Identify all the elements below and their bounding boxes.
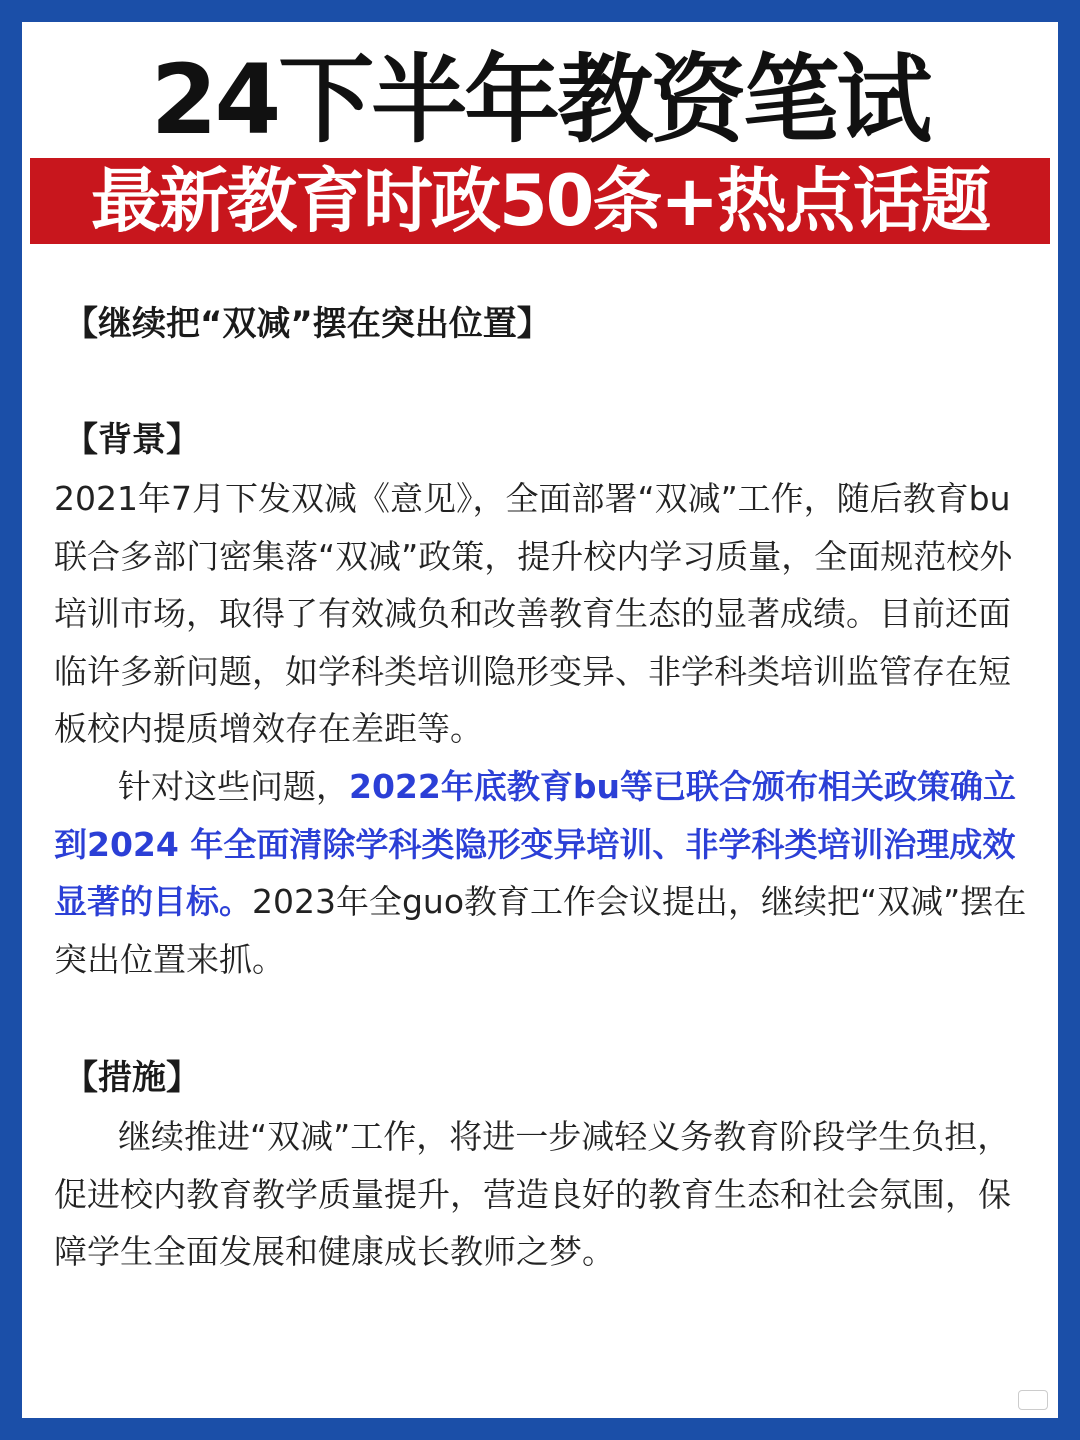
page-title: 24下半年教资笔试 (150, 44, 930, 156)
watermark-logo (1018, 1390, 1048, 1410)
measures-heading: 【措施】 (64, 1058, 200, 1098)
subtitle-banner: 最新教育时政50条+热点话题 (30, 158, 1050, 244)
background-heading: 【背景】 (64, 420, 200, 460)
background-paragraph-2-intro: 针对这些问题， (118, 767, 349, 806)
measures-paragraph (54, 1108, 1034, 1281)
background-paragraph-1-text: 2021年7月下发双减《意见》，全面部署“双减”工作，随后教育bu联合多部门密集落“双减”政策，提升校内学习质量，全面规范校外培训市场，取得了有效减负和改善教育生态的显著成绩。目前还面临许多新问题，如学科类培训隐形变异、非学科类培训监管存在短板校内提质增效存在差距等。 (54, 479, 1013, 748)
highlighted-policy-text: 2022年底教育bu等已联合颁布相关政策确立到2024 年全面清除学科类隐形变异培训、非学科类培训治理成效显著的目标。 (54, 767, 1016, 921)
background-paragraph-1 (54, 470, 1034, 758)
background-paragraph-2 (54, 758, 1034, 988)
background-paragraph-2-rest: 2023年全guo教育工作会议提出，继续把“双减”摆在突出位置来抓。 (54, 882, 1027, 979)
document-page (22, 22, 1058, 1418)
topic-title: 【继续把“双减”摆在突出位置】 (64, 304, 551, 344)
measures-paragraph-text: 继续推进“双减”工作，将进一步减轻义务教育阶段学生负担，促进校内教育教学质量提升，营造良好的教育生态和社会氛围，保障学生全面发展和健康成长教师之梦。 (54, 1117, 1011, 1271)
